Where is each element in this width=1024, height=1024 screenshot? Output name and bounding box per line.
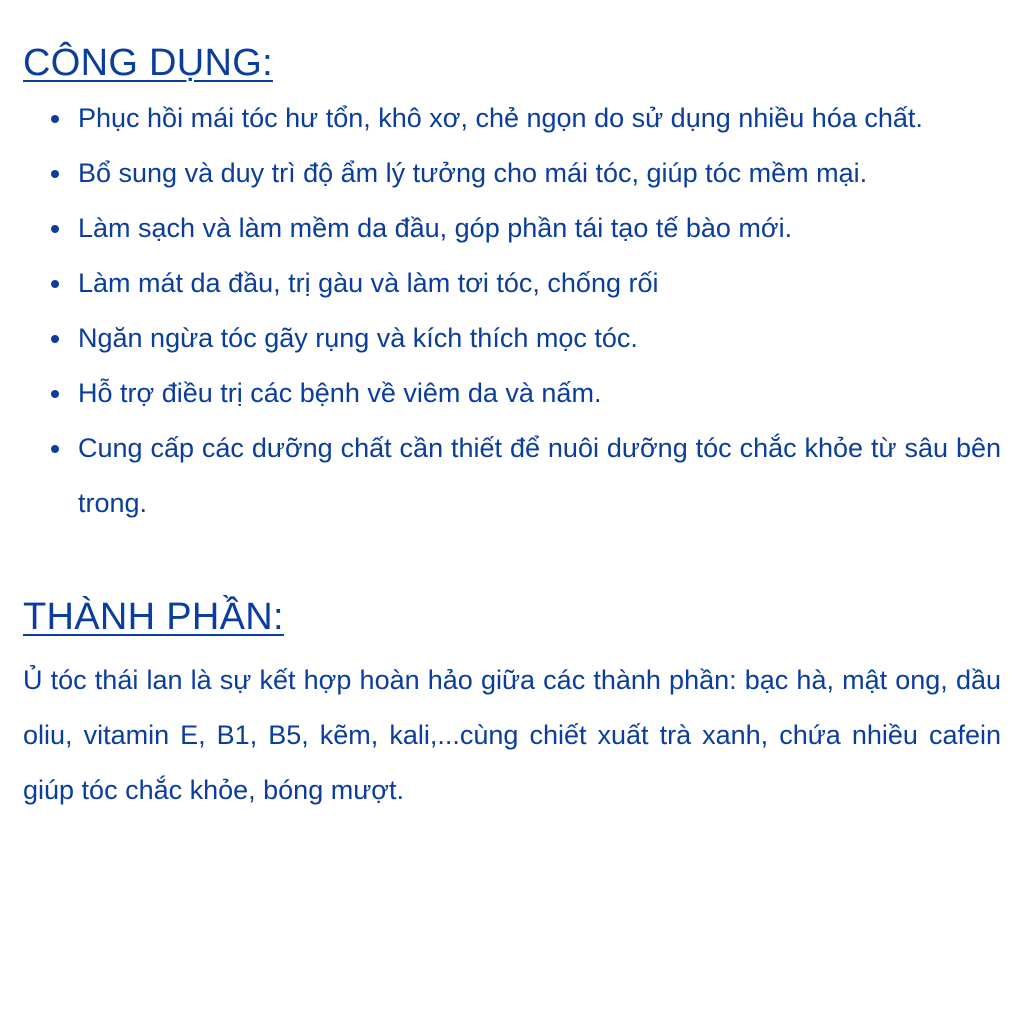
benefit-text: Làm mát da đầu, trị gàu và làm tơi tóc, chống rối xyxy=(78,268,659,298)
benefit-text: Bổ sung và duy trì độ ẩm lý tưởng cho mái tóc, giúp tóc mềm mại. xyxy=(78,158,868,188)
list-item xyxy=(23,146,1001,201)
list-item xyxy=(23,311,1001,366)
benefit-text: Hỗ trợ điều trị các bệnh về viêm da và nấm. xyxy=(78,378,602,408)
benefits-heading: CÔNG DỤNG: xyxy=(23,42,273,84)
bullet-icon xyxy=(51,225,59,233)
list-item xyxy=(23,421,1001,531)
ingredients-heading: THÀNH PHẦN: xyxy=(23,596,284,638)
document-page xyxy=(23,0,1001,818)
benefit-text: Ngăn ngừa tóc gãy rụng và kích thích mọc tóc. xyxy=(78,323,638,353)
benefits-list xyxy=(23,91,1001,531)
bullet-icon xyxy=(51,335,59,343)
list-item xyxy=(23,256,1001,311)
benefit-text: Làm sạch và làm mềm da đầu, góp phần tái tạo tế bào mới. xyxy=(78,213,793,243)
bullet-icon xyxy=(51,445,59,453)
bullet-icon xyxy=(51,390,59,398)
list-item xyxy=(23,201,1001,256)
list-item xyxy=(23,366,1001,421)
bullet-icon xyxy=(51,115,59,123)
ingredients-paragraph: Ủ tóc thái lan là sự kết hợp hoàn hảo giữa các thành phần: bạc hà, mật ong, dầu oliu, vitamin E, B1, B5, kẽm, kali,...cùng chiết xuất trà xanh, chứa nhiều cafein giúp tóc chắc khỏe, bóng mượt. xyxy=(23,665,1001,805)
list-item xyxy=(23,91,1001,146)
bullet-icon xyxy=(51,170,59,178)
benefit-text: Phục hồi mái tóc hư tổn, khô xơ, chẻ ngọn do sử dụng nhiều hóa chất. xyxy=(78,103,923,133)
benefit-text: Cung cấp các dưỡng chất cần thiết để nuôi dưỡng tóc chắc khỏe từ sâu bên trong. xyxy=(78,433,1001,518)
bullet-icon xyxy=(51,280,59,288)
